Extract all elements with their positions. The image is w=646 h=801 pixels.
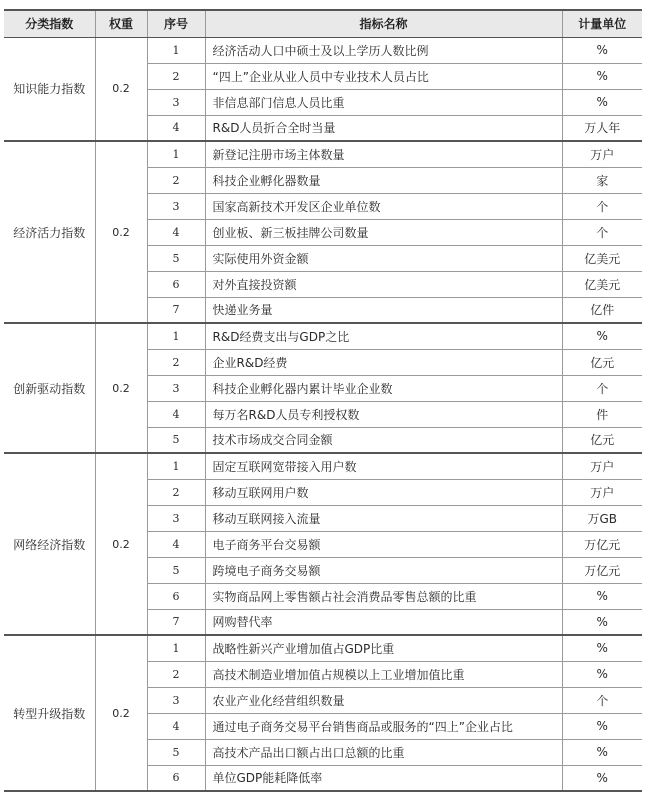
unit-cell: % [562, 635, 642, 661]
unit-cell: 万亿元 [562, 557, 642, 583]
no-cell: 5 [147, 557, 205, 583]
unit-cell: 万户 [562, 479, 642, 505]
name-cell: 高技术制造业增加值占规模以上工业增加值比重 [205, 661, 562, 687]
no-cell: 4 [147, 401, 205, 427]
unit-cell: % [562, 89, 642, 115]
no-cell: 2 [147, 63, 205, 89]
no-cell: 5 [147, 739, 205, 765]
unit-cell: % [562, 739, 642, 765]
no-cell: 4 [147, 219, 205, 245]
no-cell: 2 [147, 479, 205, 505]
name-cell: R&D经费支出与GDP之比 [205, 323, 562, 349]
name-cell: 对外直接投资额 [205, 271, 562, 297]
unit-cell: 亿件 [562, 297, 642, 323]
no-cell: 6 [147, 765, 205, 791]
no-cell: 2 [147, 167, 205, 193]
no-cell: 2 [147, 349, 205, 375]
table-row [4, 141, 642, 167]
unit-cell: % [562, 323, 642, 349]
name-cell: 移动互联网用户数 [205, 479, 562, 505]
unit-cell: % [562, 609, 642, 635]
header-weight: 权重 [95, 10, 147, 37]
name-cell: 每万名R&D人员专利授权数 [205, 401, 562, 427]
name-cell: 战略性新兴产业增加值占GDP比重 [205, 635, 562, 661]
name-cell: 国家高新技术开发区企业单位数 [205, 193, 562, 219]
header-unit: 计量单位 [562, 10, 642, 37]
no-cell: 1 [147, 141, 205, 167]
category-cell: 转型升级指数 [4, 635, 95, 791]
no-cell: 5 [147, 427, 205, 453]
indicator-table-container [4, 9, 642, 792]
no-cell: 3 [147, 505, 205, 531]
unit-cell: 亿美元 [562, 271, 642, 297]
name-cell: 单位GDP能耗降低率 [205, 765, 562, 791]
unit-cell: 万户 [562, 453, 642, 479]
no-cell: 1 [147, 37, 205, 63]
table-header [4, 10, 642, 37]
unit-cell: % [562, 583, 642, 609]
name-cell: 企业R&D经费 [205, 349, 562, 375]
name-cell: 技术市场成交合同金额 [205, 427, 562, 453]
table-row [4, 635, 642, 661]
name-cell: R&D人员折合全时当量 [205, 115, 562, 141]
category-cell: 创新驱动指数 [4, 323, 95, 453]
unit-cell: % [562, 713, 642, 739]
unit-cell: 个 [562, 219, 642, 245]
name-cell: 网购替代率 [205, 609, 562, 635]
unit-cell: 亿元 [562, 427, 642, 453]
unit-cell: 个 [562, 375, 642, 401]
weight-cell: 0.2 [95, 453, 147, 635]
unit-cell: 万人年 [562, 115, 642, 141]
table-row [4, 323, 642, 349]
indicator-table [4, 9, 642, 792]
no-cell: 6 [147, 583, 205, 609]
name-cell: “四上”企业从业人员中专业技术人员占比 [205, 63, 562, 89]
no-cell: 7 [147, 609, 205, 635]
name-cell: 科技企业孵化器内累计毕业企业数 [205, 375, 562, 401]
no-cell: 4 [147, 531, 205, 557]
unit-cell: 个 [562, 193, 642, 219]
name-cell: 创业板、新三板挂牌公司数量 [205, 219, 562, 245]
header-name: 指标名称 [205, 10, 562, 37]
name-cell: 固定互联网宽带接入用户数 [205, 453, 562, 479]
category-cell: 知识能力指数 [4, 37, 95, 141]
name-cell: 农业产业化经营组织数量 [205, 687, 562, 713]
name-cell: 实际使用外资金额 [205, 245, 562, 271]
no-cell: 3 [147, 89, 205, 115]
no-cell: 5 [147, 245, 205, 271]
no-cell: 6 [147, 271, 205, 297]
header-row [4, 10, 642, 37]
no-cell: 1 [147, 323, 205, 349]
unit-cell: % [562, 63, 642, 89]
name-cell: 新登记注册市场主体数量 [205, 141, 562, 167]
no-cell: 4 [147, 115, 205, 141]
weight-cell: 0.2 [95, 37, 147, 141]
unit-cell: 个 [562, 687, 642, 713]
weight-cell: 0.2 [95, 635, 147, 791]
no-cell: 3 [147, 375, 205, 401]
unit-cell: % [562, 661, 642, 687]
no-cell: 1 [147, 453, 205, 479]
name-cell: 快递业务量 [205, 297, 562, 323]
category-cell: 经济活力指数 [4, 141, 95, 323]
weight-cell: 0.2 [95, 323, 147, 453]
header-no: 序号 [147, 10, 205, 37]
no-cell: 2 [147, 661, 205, 687]
name-cell: 经济活动人口中硕士及以上学历人数比例 [205, 37, 562, 63]
no-cell: 7 [147, 297, 205, 323]
unit-cell: % [562, 37, 642, 63]
header-category: 分类指数 [4, 10, 95, 37]
unit-cell: 亿元 [562, 349, 642, 375]
name-cell: 电子商务平台交易额 [205, 531, 562, 557]
unit-cell: 亿美元 [562, 245, 642, 271]
no-cell: 3 [147, 193, 205, 219]
category-cell: 网络经济指数 [4, 453, 95, 635]
name-cell: 跨境电子商务交易额 [205, 557, 562, 583]
unit-cell: 万户 [562, 141, 642, 167]
unit-cell: 万GB [562, 505, 642, 531]
name-cell: 高技术产品出口额占出口总额的比重 [205, 739, 562, 765]
unit-cell: 件 [562, 401, 642, 427]
unit-cell: 家 [562, 167, 642, 193]
no-cell: 1 [147, 635, 205, 661]
no-cell: 4 [147, 713, 205, 739]
name-cell: 移动互联网接入流量 [205, 505, 562, 531]
name-cell: 实物商品网上零售额占社会消费品零售总额的比重 [205, 583, 562, 609]
table-body [4, 37, 642, 791]
table-row [4, 453, 642, 479]
no-cell: 3 [147, 687, 205, 713]
weight-cell: 0.2 [95, 141, 147, 323]
unit-cell: % [562, 765, 642, 791]
table-row [4, 37, 642, 63]
name-cell: 非信息部门信息人员比重 [205, 89, 562, 115]
name-cell: 通过电子商务交易平台销售商品或服务的“四上”企业占比 [205, 713, 562, 739]
name-cell: 科技企业孵化器数量 [205, 167, 562, 193]
unit-cell: 万亿元 [562, 531, 642, 557]
